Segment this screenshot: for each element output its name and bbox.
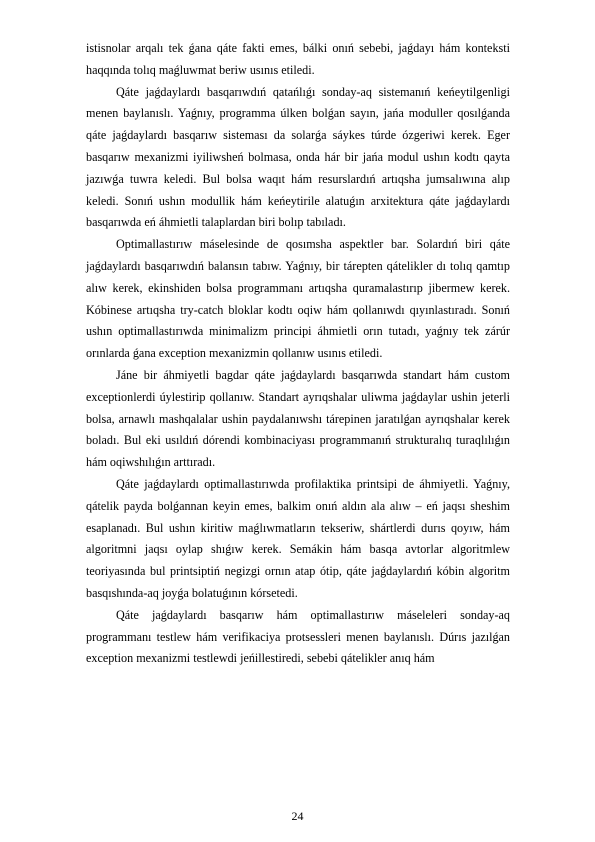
paragraph-4: Jáne bir áhmiyetli bagdar qáte jaǵdaylardı basqarıwda standart hám custom exceptionlerdi úylestirip qollanıw. Standart ayrıqshalar uliwma jaǵdaylar ushin jeterli bolsa, arnawlı mashqalalar ushin paydalanıwshı tárepinen jaratılǵan ayrıqshalar kerek boladı. Bul eki usıldıń dórendi kombinaciyası programmanıń strukturalıq turaqlılıǵın hám oqiwshılıǵın arttıradı. (86, 367, 510, 470)
paragraph-2: Qáte jaǵdaylardı basqarıwdıń qatańlıǵı sonday-aq sistemanıń keńeytilgenligi menen baylanıslı. Yaǵnıy, programma úlken bolǵan sayın, jańa moduller qosılǵanda qáte jaǵdaylardı basqarıw sisteması da solarǵa sáykes túrde ózgeriwi kerek. Eger basqarıw mexanizmi iyiliwsheń bolmasa, onda hár bir jańa modul ushın kodtı qayta jazıwǵa tuwra keledi. Bul bolsa waqıt hám resurslardıń artıqsha jumsalıwına alıp keledi. Sonıń ushın modullik hám keńeytirile alatuǵın arxitektura qáte jaǵdaylardı basqarıwda eń áhmietli talaplardan biri bolıp tabıladı. (86, 84, 510, 230)
paragraph-1: istisnolar arqalı tek ǵana qáte fakti emes, bálki onıń sebebi, jaǵdayı hám konteksti haqqında tolıq maǵluwmat beriw usınıs etiledi. (86, 41, 510, 77)
document-page (86, 38, 510, 670)
page-number: 24 (291, 809, 304, 823)
paragraph-5: Qáte jaǵdaylardı optimallastırıwda profilaktika printsipi de áhmiyetli. Yaǵnıy, qátelik payda bolǵannan keyin emes, balkim onıń aldın ala alıw – eń jaqsı sheshim esaplanadı. Bul ushın kiritiw maǵlıwmatların tekseriw, shártlerdi durıs qoyıw, hám algoritmni jaqsı oylap shıǵıw kerek. Semákin hám basqa avtorlar algoritmlew teoriyasında bul printsiptiń negizgi ornın atap ótip, qáte jaǵdaylardıń kóbin algoritm basqıshında-aq joyǵa bolatuǵının kórsetedi. (86, 476, 510, 600)
paragraph-6: Qáte jaǵdaylardı basqarıw hám optimallastırıw máseleleri sonday-aq programmanı testlew hám verifikaciya protsessleri menen baylanıslı. Dúrıs jazılǵan exception mexanizmi testlewdi jeńillestiredi, sebebi qátelikler anıq hám (86, 607, 510, 666)
paragraph-3: Optimallastırıw máselesinde de qosımsha aspektler bar. Solardıń biri qáte jaǵdaylardı basqarıwdıń balansın tabıw. Yaǵnıy, bir tárepten qátelikler dı tolıq qamtıp alıw kerek, ekinshiden bolsa programmanı artıqsha quramalastırıp jibermew kerek. Kóbinese artıqsha try-catch bloklar kodtı oqiw hám qollanıwdı qıyınlastıradı. Sonıń ushın optimallastırıwda minimalizm principi áhmietli orın tutadı, yaǵnıy tek zárúr orınlarda ǵana exception mexanizmin qollanıw usınıs etiledi. (86, 237, 510, 361)
